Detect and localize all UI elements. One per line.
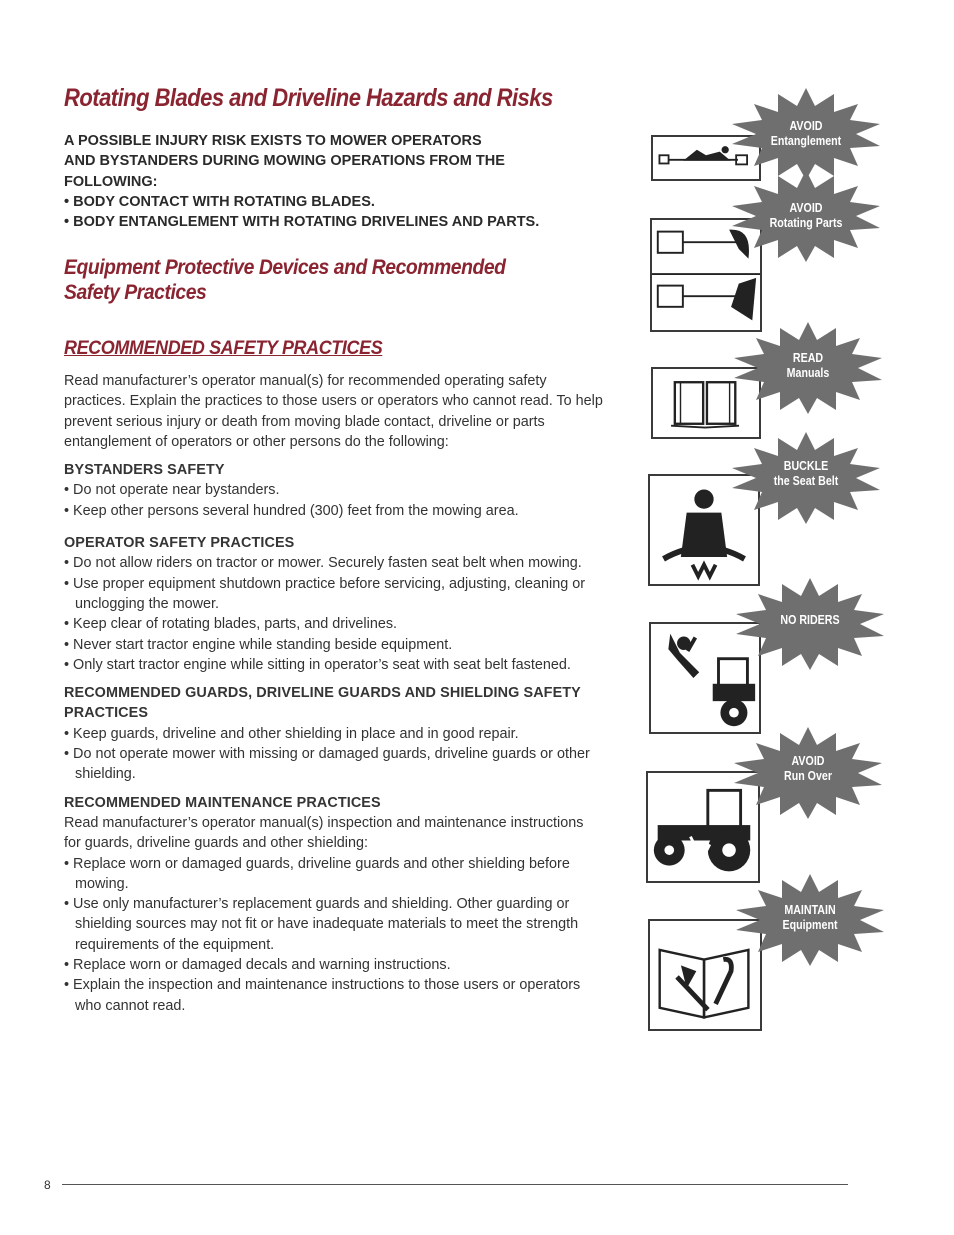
intro-paragraph: Read manufacturer’s operator manual(s) for recommended operating safety practices. Explain the practices to those users or operators who cannot read. To help prevent serious injury or death from moving blade contact, driveline or parts entanglement of operators or other persons do the following: (64, 373, 603, 450)
list-item: • Replace worn or damaged guards, driveline guards and other shielding before mowing. (64, 854, 604, 895)
subtitle: Equipment Protective Devices and Recommended Safety Practices (64, 255, 506, 304)
safety-burst-run-over (732, 727, 884, 819)
list-item: • Use only manufacturer’s replacement guards and shielding. Other guarding or shielding sources may not fit or have inadequate materials to meet the strength requirements of the equipment. (64, 894, 604, 955)
safety-burst-read-manuals (732, 322, 884, 414)
list-item: • Keep guards, driveline and other shielding in place and in good repair. (64, 724, 604, 744)
page-title: Rotating Blades and Driveline Hazards and Risks (64, 84, 553, 112)
risk-line: A POSSIBLE INJURY RISK EXISTS TO MOWER OPERATORS (64, 133, 482, 149)
list-item: • Replace worn or damaged decals and warning instructions. (64, 955, 604, 975)
burst-line1: AVOID (791, 753, 825, 768)
list-item: • Keep other persons several hundred (300) feet from the mowing area. (64, 501, 604, 521)
safety-burst-rotating-parts (730, 170, 882, 262)
burst-line1: BUCKLE (783, 458, 829, 473)
operator-heading: OPERATOR SAFETY PRACTICES (64, 535, 295, 552)
burst-line2: Run Over (784, 768, 832, 783)
risk-line: • BODY CONTACT WITH ROTATING BLADES. (64, 193, 375, 210)
list-item: • Never start tractor engine while standing beside equipment. (64, 635, 604, 655)
footer-rule (62, 1184, 848, 1185)
list-item: • Only start tractor engine while sitting in operator’s seat with seat belt fastened. (64, 655, 604, 675)
maintenance-heading: RECOMMENDED MAINTENANCE PRACTICES (64, 794, 381, 811)
maintenance-intro: Read manufacturer’s operator manual(s) inspection and maintenance instructions for guards, driveline guards and other shielding: (64, 814, 584, 852)
guards-list (64, 724, 604, 785)
safety-burst-no-riders (734, 578, 886, 670)
body-text (64, 371, 604, 1016)
list-item: • Explain the inspection and maintenance instructions to those users or operators who cannot read. (64, 975, 604, 1016)
list-item: • Do not operate mower with missing or damaged guards, driveline guards or other shielding. (64, 744, 604, 785)
burst-line2: Manuals (786, 365, 830, 380)
risk-line: • BODY ENTANGLEMENT WITH ROTATING DRIVELINES AND PARTS. (64, 214, 540, 231)
maintenance-list (64, 854, 604, 1016)
safety-burst-seat-belt (730, 432, 882, 524)
list-item: • Do not operate near bystanders. (64, 480, 604, 500)
list-item: • Use proper equipment shutdown practice before servicing, adjusting, cleaning or unclogging the mower. (64, 574, 604, 615)
bystanders-list (64, 480, 604, 521)
risk-statement (64, 131, 604, 232)
burst-line2: Entanglement (770, 133, 842, 148)
risk-line: AND BYSTANDERS DURING MOWING OPERATIONS FROM THE (64, 153, 505, 170)
burst-line1: AVOID (789, 200, 823, 215)
operator-list (64, 553, 604, 675)
section-title: RECOMMENDED SAFETY PRACTICES (64, 337, 383, 359)
burst-line1: NO RIDERS (780, 612, 840, 627)
list-item: • Keep clear of rotating blades, parts, and drivelines. (64, 614, 604, 634)
guards-heading: RECOMMENDED GUARDS, DRIVELINE GUARDS AND SHIELDING SAFETY PRACTICES (64, 685, 581, 722)
safety-burst-maintain (734, 874, 886, 966)
burst-line2: Equipment (782, 917, 838, 932)
safety-burst-entanglement (730, 88, 882, 180)
page-number: 8 (44, 1178, 51, 1192)
risk-line: FOLLOWING: (64, 173, 158, 190)
burst-line1: AVOID (789, 118, 823, 133)
burst-line1: READ (792, 350, 824, 365)
burst-line1: MAINTAIN (784, 902, 836, 917)
list-item: • Do not allow riders on tractor or mower. Securely fasten seat belt when mowing. (64, 553, 604, 573)
bystanders-heading: BYSTANDERS SAFETY (64, 462, 225, 479)
burst-line2: the Seat Belt (773, 473, 839, 488)
burst-line2: Rotating Parts (769, 215, 843, 230)
